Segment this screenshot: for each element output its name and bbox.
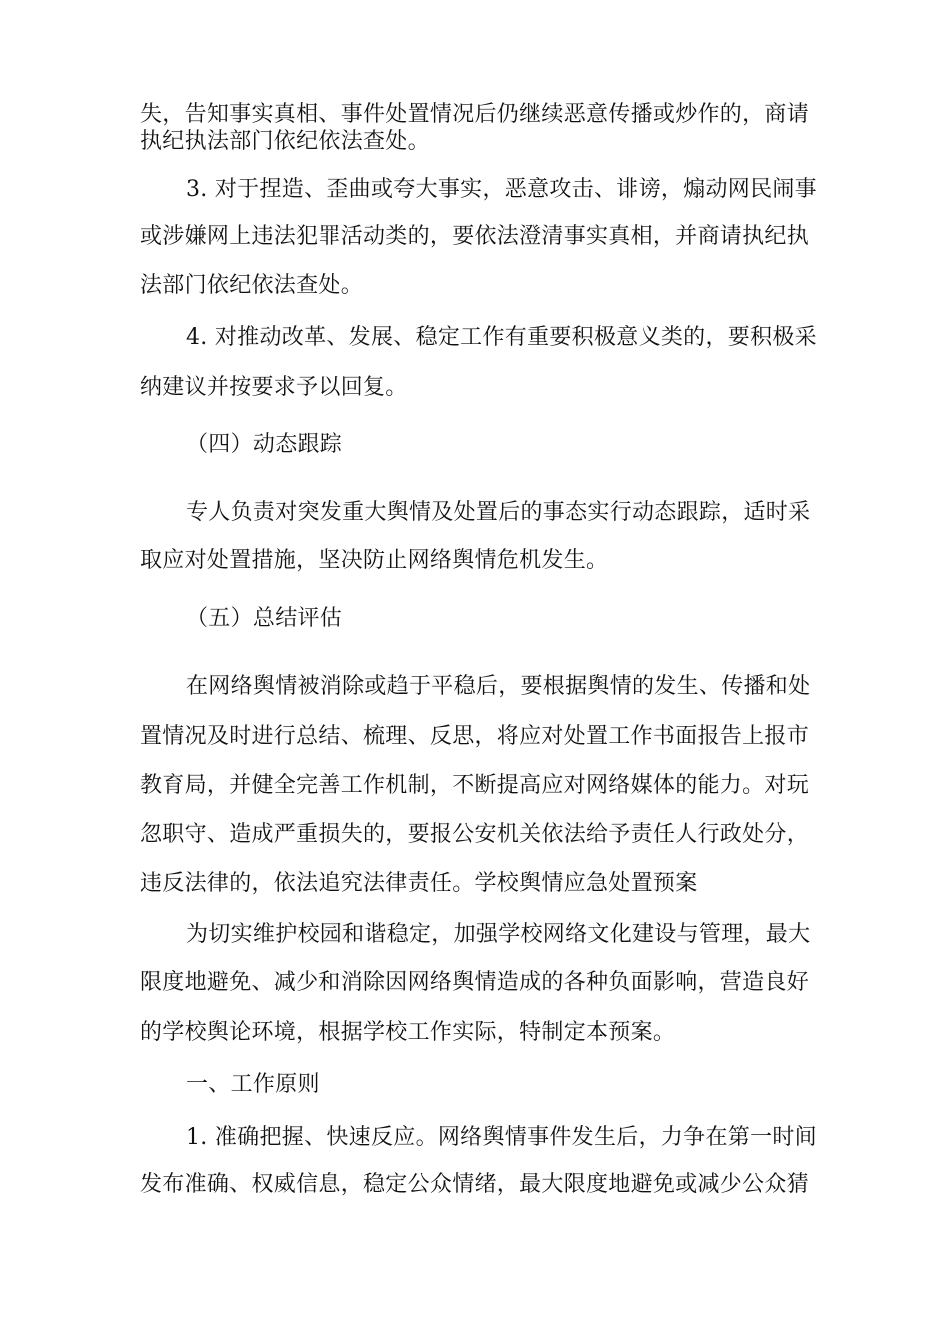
- text-line: 纳建议并按要求予以回复。: [140, 375, 408, 400]
- text-line: 置情况及时进行总结、梳理、反思，将应对处置工作书面报告上报市: [140, 724, 810, 749]
- text-line: 的学校舆论环境，根据学校工作实际，特制定本预案。: [140, 1020, 676, 1045]
- section-heading: （四）动态跟踪: [186, 432, 343, 457]
- text-line: 3. 对于捏造、歪曲或夸大事实，恶意攻击、诽谤，煽动网民闹事: [186, 177, 817, 202]
- text-line: 或涉嫌网上违法犯罪活动类的，要依法澄清事实真相，并商请执纪执: [140, 224, 810, 249]
- text-line: 为切实维护校园和谐稳定，加强学校网络文化建设与管理，最大: [186, 922, 811, 947]
- text-line: 1. 准确把握、快速反应。网络舆情事件发生后，力争在第一时间: [186, 1125, 817, 1150]
- text-line: 专人负责对突发重大舆情及处置后的事态实行动态跟踪，适时采: [186, 500, 811, 525]
- text-line: 教育局，并健全完善工作机制，不断提高应对网络媒体的能力。对玩: [140, 773, 810, 798]
- text-line: 4. 对推动改革、发展、稳定工作有重要积极意义类的，要积极采: [186, 325, 817, 350]
- text-line: 在网络舆情被消除或趋于平稳后，要根据舆情的发生、传播和处: [186, 674, 811, 699]
- section-heading: 一、工作原则: [186, 1072, 320, 1097]
- text-line: 失，告知事实真相、事件处置情况后仍继续恶意传播或炒作的，商请: [140, 102, 810, 127]
- text-line: 忽职守、造成严重损失的，要报公安机关依法给予责任人行政处分，: [140, 822, 810, 847]
- text-line: 取应对处置措施，坚决防止网络舆情危机发生。: [140, 548, 609, 573]
- text-line: 限度地避免、减少和消除因网络舆情造成的各种负面影响，营造良好: [140, 970, 810, 995]
- section-heading: （五）总结评估: [186, 606, 343, 631]
- text-line: 发布准确、权威信息，稳定公众情绪，最大限度地避免或减少公众猜: [140, 1172, 810, 1197]
- text-line: 执纪执法部门依纪依法查处。: [140, 129, 430, 154]
- text-line: 法部门依纪依法查处。: [140, 273, 364, 298]
- text-line: 违反法律的，依法追究法律责任。学校舆情应急处置预案: [140, 871, 698, 896]
